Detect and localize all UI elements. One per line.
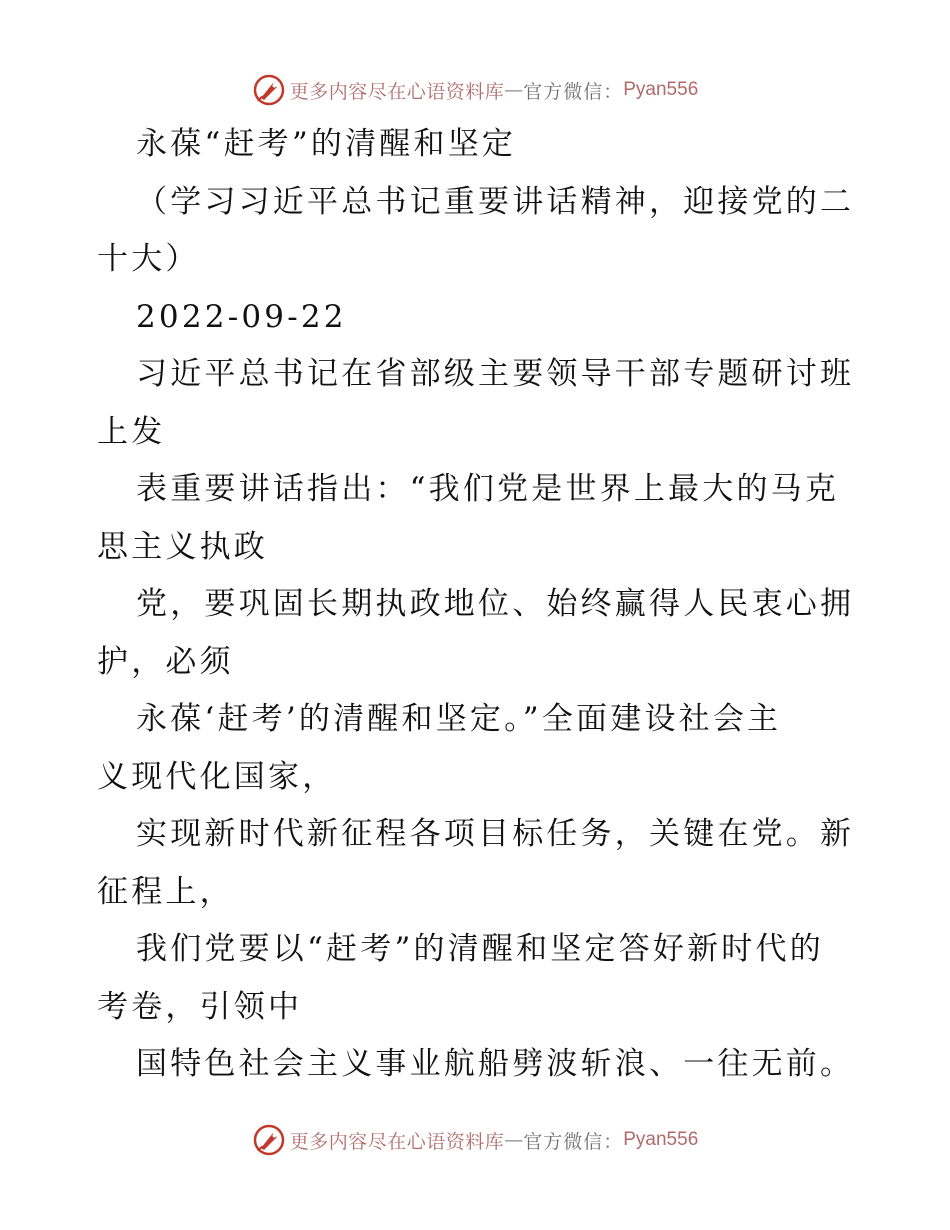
document-date: 2022-09-22	[136, 298, 347, 335]
watermark-wechat-label: 官方微信：	[523, 80, 624, 103]
watermark-wechat-label: 官方微信：	[523, 1130, 624, 1153]
body-line: 永葆‘赶考’的清醒和坚定。”全面建设社会主	[136, 701, 782, 737]
body-line: 表重要讲话指出：“我们党是世界上最大的马克	[136, 471, 840, 507]
watermark-text: 更多内容尽在心语资料库	[289, 1130, 505, 1153]
body-line: 思主义执政	[97, 528, 268, 565]
watermark-wechat-id: Pyan556	[623, 1129, 699, 1150]
watermark-separator: —	[504, 79, 524, 101]
body-line: 我们党要以“赶考”的清醒和坚定答好新时代的	[136, 931, 824, 967]
body-line: 国特色社会主义事业航船劈波斩浪、一往无前。	[136, 1046, 855, 1082]
document-subtitle-continued: 十大）	[97, 241, 200, 277]
pen-nib-logo-icon	[252, 1123, 286, 1157]
body-line: 习近平总书记在省部级主要领导干部专题研讨班	[136, 356, 855, 392]
body-line: 实现新时代新征程各项目标任务，关键在党。新	[136, 816, 855, 852]
body-line: 护，必须	[97, 643, 234, 680]
footer-watermark	[0, 1123, 950, 1157]
document-content	[97, 116, 857, 1094]
body-line: 考卷，引领中	[97, 988, 303, 1025]
watermark-separator: —	[504, 1129, 524, 1151]
watermark-text: 更多内容尽在心语资料库	[289, 80, 505, 103]
header-watermark	[0, 73, 950, 107]
document-title: 永葆“赶考”的清醒和坚定	[136, 126, 517, 162]
document-subtitle: （学习习近平总书记重要讲话精神，迎接党的二	[136, 183, 855, 220]
document-body	[97, 346, 857, 1094]
body-line: 征程上，	[97, 873, 234, 910]
watermark-wechat-id: Pyan556	[623, 79, 699, 100]
pen-nib-logo-icon	[252, 73, 286, 107]
body-line: 上发	[97, 413, 166, 450]
body-line: 党，要巩固长期执政地位、始终赢得人民衷心拥	[136, 586, 855, 622]
body-line: 义现代化国家，	[97, 758, 337, 795]
